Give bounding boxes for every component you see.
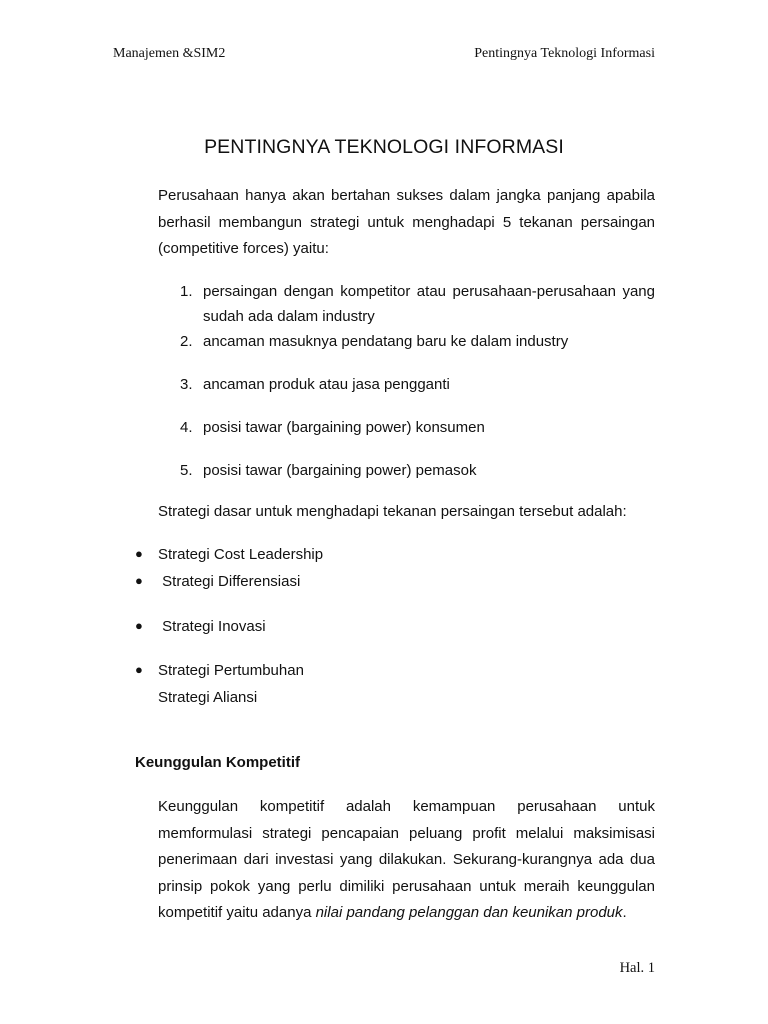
list-item-text: ancaman produk atau jasa pengganti <box>203 376 450 393</box>
list-item-text: posisi tawar (bargaining power) pemasok <box>203 462 477 479</box>
list-item-text: posisi tawar (bargaining power) konsumen <box>203 419 485 436</box>
list-item-number: 2. <box>180 333 193 350</box>
page-title: PENTINGNYA TEKNOLOGI INFORMASI <box>204 136 564 158</box>
list-item-text: persaingan dengan kompetitor atau perusahaan-perusahaan yang sudah ada dalam industry <box>203 283 655 325</box>
section-paragraph-text: Keunggulan kompetitif adalah kemampuan perusahaan untuk memformulasi strategi pencapaian peluang profit melalui maksimisasi penerimaan dari investasi yang dilakukan. Sekurang-kurangnya ada dua prinsip pokok yang perlu dimiliki perusahaan untuk meraih keunggulan kompetitif yaitu adanya <box>158 798 655 921</box>
page-number: Hal. 1 <box>619 960 655 976</box>
section-paragraph-end: . <box>622 904 627 921</box>
strategy-extra: Strategi Aliansi <box>158 689 258 706</box>
strategy-intro: Strategi dasar untuk menghadapi tekanan persaingan tersebut adalah: <box>158 503 627 520</box>
bullet-text: Strategi Inovasi <box>158 618 266 635</box>
bullet-icon: ● <box>135 662 143 677</box>
list-item-number: 3. <box>180 376 193 393</box>
bullet-text: Strategi Cost Leadership <box>158 546 324 563</box>
bullet-icon: ● <box>135 546 143 561</box>
section-paragraph <box>158 794 655 927</box>
list-item-number: 1. <box>180 283 193 300</box>
list-item <box>180 415 655 440</box>
bullet-icon: ● <box>135 573 143 588</box>
bullet-text: Strategi Differensiasi <box>158 573 301 590</box>
section-heading: Keunggulan Kompetitif <box>135 754 300 771</box>
bullet-text: Strategi Pertumbuhan <box>158 662 304 679</box>
header-left-title: Manajemen &SIM2 <box>113 46 226 61</box>
list-item-text: ancaman masuknya pendatang baru ke dalam industry <box>203 333 569 350</box>
bullet-icon: ● <box>135 618 143 633</box>
list-item-number: 4. <box>180 419 193 436</box>
header-right-title: Pentingnya Teknologi Informasi <box>474 46 655 61</box>
list-item <box>180 458 655 483</box>
section-paragraph-italic: nilai pandang pelanggan dan keunikan produk <box>315 904 623 921</box>
list-item <box>180 372 655 397</box>
intro-paragraph: Perusahaan hanya akan bertahan sukses dalam jangka panjang apabila berhasil membangun strategi untuk menghadapi 5 tekanan persaingan (competitive forces) yaitu: <box>158 187 655 257</box>
list-item <box>180 279 655 329</box>
list-item <box>180 329 655 354</box>
list-item-number: 5. <box>180 462 193 479</box>
